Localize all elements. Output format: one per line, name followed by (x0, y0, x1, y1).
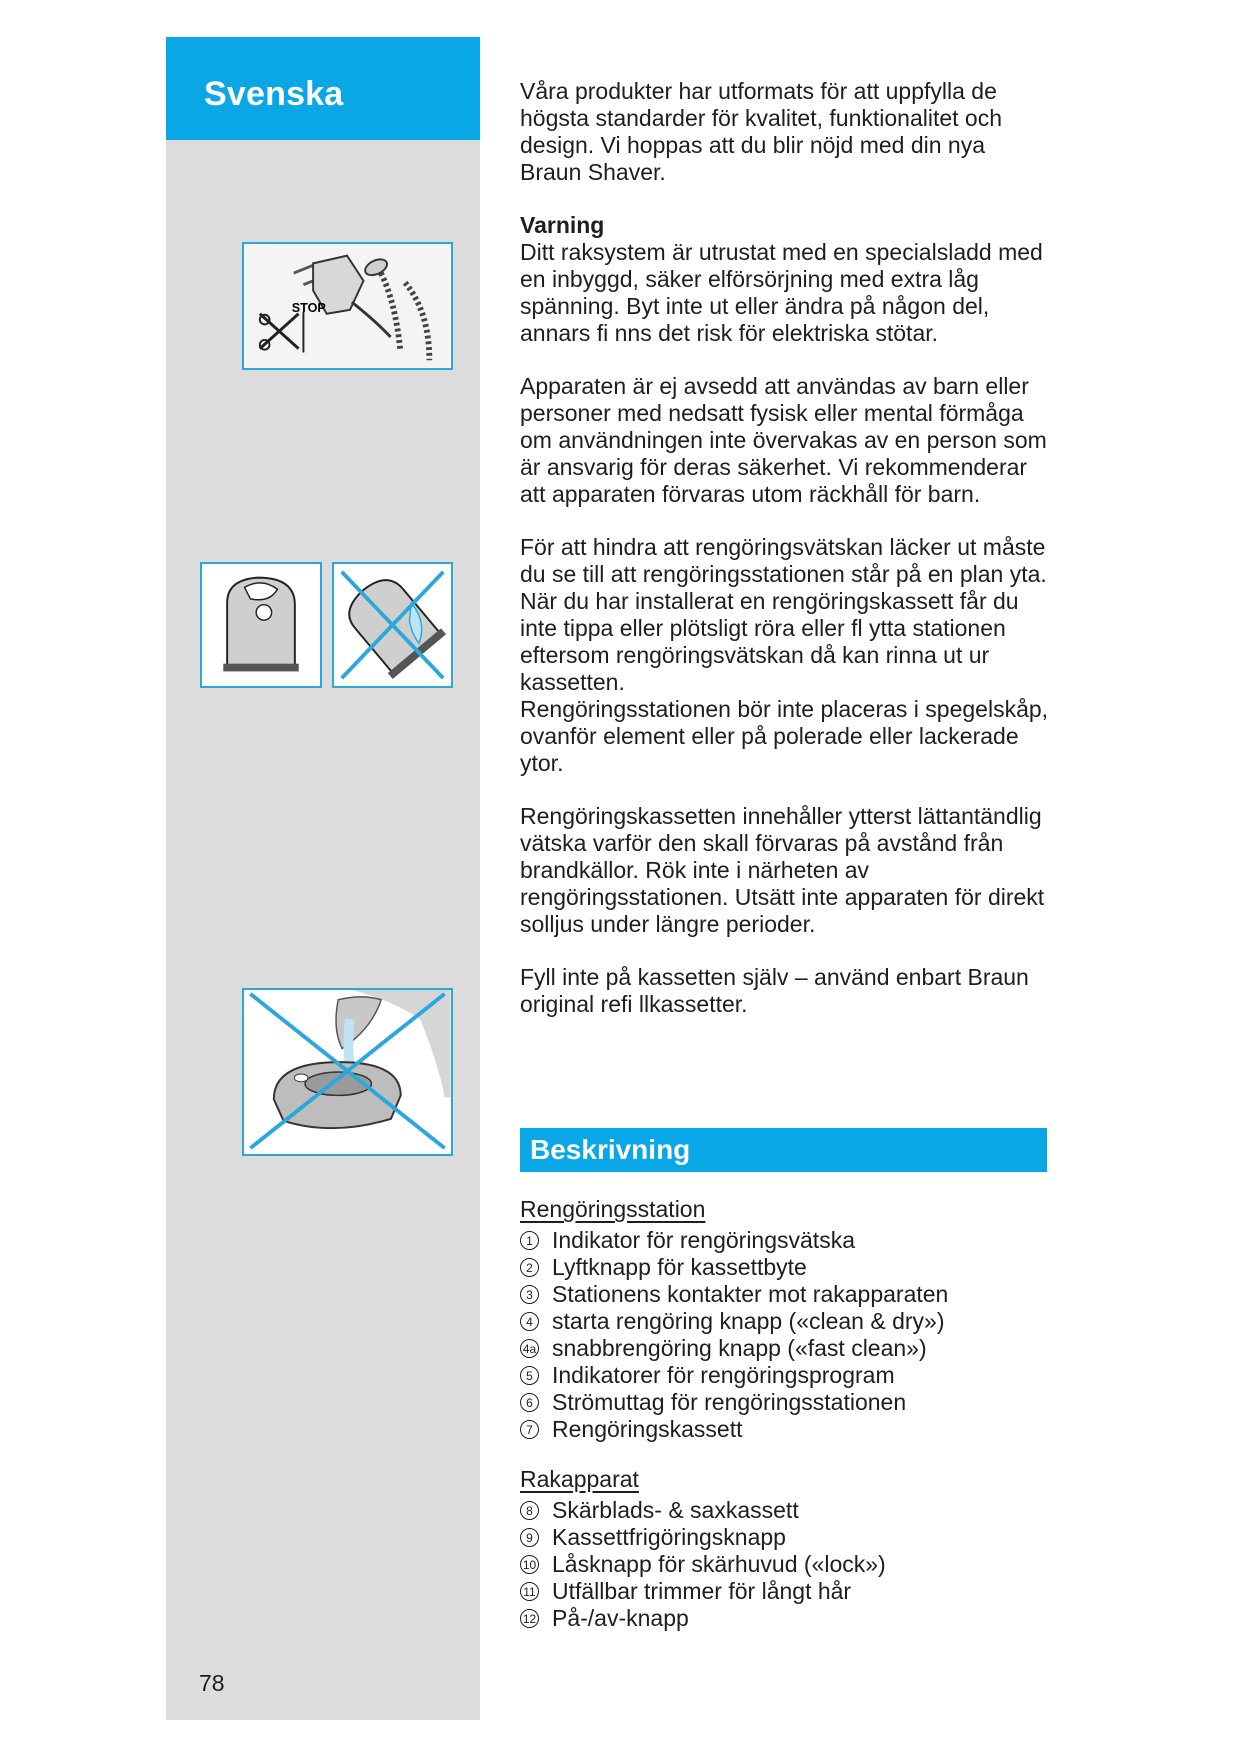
refill-cartridge-figure (242, 988, 453, 1156)
part-item (520, 1578, 1050, 1605)
part-item (520, 1227, 1050, 1254)
part-number: 11 (520, 1582, 539, 1601)
part-label: Skärblads- & saxkassett (552, 1497, 799, 1523)
cleaning-station-upright-figure (200, 562, 322, 688)
part-number: 2 (520, 1258, 539, 1277)
part-item (520, 1281, 1050, 1308)
stop-label: STOP (291, 300, 326, 315)
part-number: 9 (520, 1528, 539, 1547)
cleaning-station-tipped-figure (332, 562, 453, 688)
part-label: Indikator för rengöringsvätska (552, 1227, 855, 1253)
part-item (520, 1524, 1050, 1551)
part-item (520, 1389, 1050, 1416)
intro-paragraph: Våra produkter har utformats för att uppfylla de högsta standarder för kvalitet, funktionalitet och design. Vi hoppas att du blir nöjd med din nya Braun Shaver. (520, 78, 1003, 185)
warning-paragraph: Fyll inte på kassetten själv – använd enbart Braun original refi llkassetter. (520, 964, 1029, 1017)
cleaning-station-upright-icon (202, 564, 320, 686)
part-label: Indikatorer för rengöringsprogram (552, 1362, 895, 1388)
part-label: Kassettfrigöringsknapp (552, 1524, 786, 1550)
main-text (520, 78, 1050, 1018)
part-number: 10 (520, 1555, 539, 1574)
warning-paragraph: Apparaten är ej avsedd att användas av barn eller personer med nedsatt fysisk eller mental förmåga om användningen inte övervakas av en person som är ansvarig för deras säkerhet. Vi rekommenderar att apparaten förvaras utom räckhåll för barn. (520, 373, 1047, 507)
part-label: Utfällbar trimmer för långt hår (552, 1578, 852, 1604)
part-label: Rengöringskassett (552, 1416, 743, 1442)
description-title: Beskrivning (530, 1134, 691, 1165)
part-number: 6 (520, 1393, 539, 1412)
part-item (520, 1254, 1050, 1281)
part-label: Lyftknapp för kassettbyte (552, 1254, 807, 1280)
part-number: 7 (520, 1420, 539, 1439)
part-label: starta rengöring knapp («clean & dry») (552, 1308, 945, 1334)
station-list (520, 1227, 1050, 1443)
part-number: 5 (520, 1366, 539, 1385)
part-item (520, 1497, 1050, 1524)
part-item (520, 1335, 1050, 1362)
refill-cartridge-crossed-icon (244, 990, 451, 1154)
part-number: 4a (520, 1339, 539, 1358)
part-label: Låsknapp för skärhuvud («lock») (552, 1551, 886, 1577)
page-number: 78 (199, 1670, 225, 1696)
cleaning-station-tipped-crossed-icon (334, 564, 451, 686)
part-number: 3 (520, 1285, 539, 1304)
warning-heading: Varning (520, 212, 605, 238)
part-number: 1 (520, 1231, 539, 1250)
language-title: Svenska (204, 75, 344, 113)
warning-paragraph: För att hindra att rengöringsvätskan läcker ut måste du se till att rengöringsstationen står på en plan yta. När du har installerat en rengöringskassett får du inte tippa eller plötsligt röra eller fl ytta stationen eftersom rengöringsvätskan då kan rinna ut ur kassetten. (520, 534, 1047, 695)
part-number: 4 (520, 1312, 539, 1331)
part-number: 12 (520, 1609, 539, 1628)
warning-paragraph: Rengöringsstationen bör inte placeras i spegelskåp, ovanför element eller på polerade eller lackerade ytor. (520, 696, 1049, 776)
description-header (520, 1128, 1047, 1172)
charger-cord-icon (244, 244, 451, 368)
warning-paragraph: Rengöringskassetten innehåller ytterst lättantändlig vätska varför den skall förvaras på avstånd från brandkällor. Rök inte i närheten av rengöringsstationen. Utsätt inte apparaten för direkt solljus under längre perioder. (520, 803, 1045, 937)
shaver-parts (520, 1466, 1050, 1632)
station-title: Rengöringsstation (520, 1196, 706, 1222)
warning-paragraph: Ditt raksystem är utrustat med en specialsladd med en inbyggd, säker elförsörjning med extra låg spänning. Byt inte ut eller ändra på någon del, annars fi nns det risk för elektriska stötar. (520, 239, 1043, 346)
part-label: Strömuttag för rengöringsstationen (552, 1389, 907, 1415)
part-item (520, 1605, 1050, 1632)
part-item (520, 1416, 1050, 1443)
part-label: snabbrengöring knapp («fast clean») (552, 1335, 927, 1361)
shaver-list (520, 1497, 1050, 1632)
shaver-title: Rakapparat (520, 1466, 639, 1492)
station-parts (520, 1196, 1050, 1443)
charger-cord-figure (242, 242, 453, 370)
part-item (520, 1308, 1050, 1335)
part-item (520, 1362, 1050, 1389)
part-label: Stationens kontakter mot rakapparaten (552, 1281, 949, 1307)
part-number: 8 (520, 1501, 539, 1520)
part-item (520, 1551, 1050, 1578)
language-header (166, 37, 480, 140)
part-label: På-/av-knapp (552, 1605, 689, 1631)
